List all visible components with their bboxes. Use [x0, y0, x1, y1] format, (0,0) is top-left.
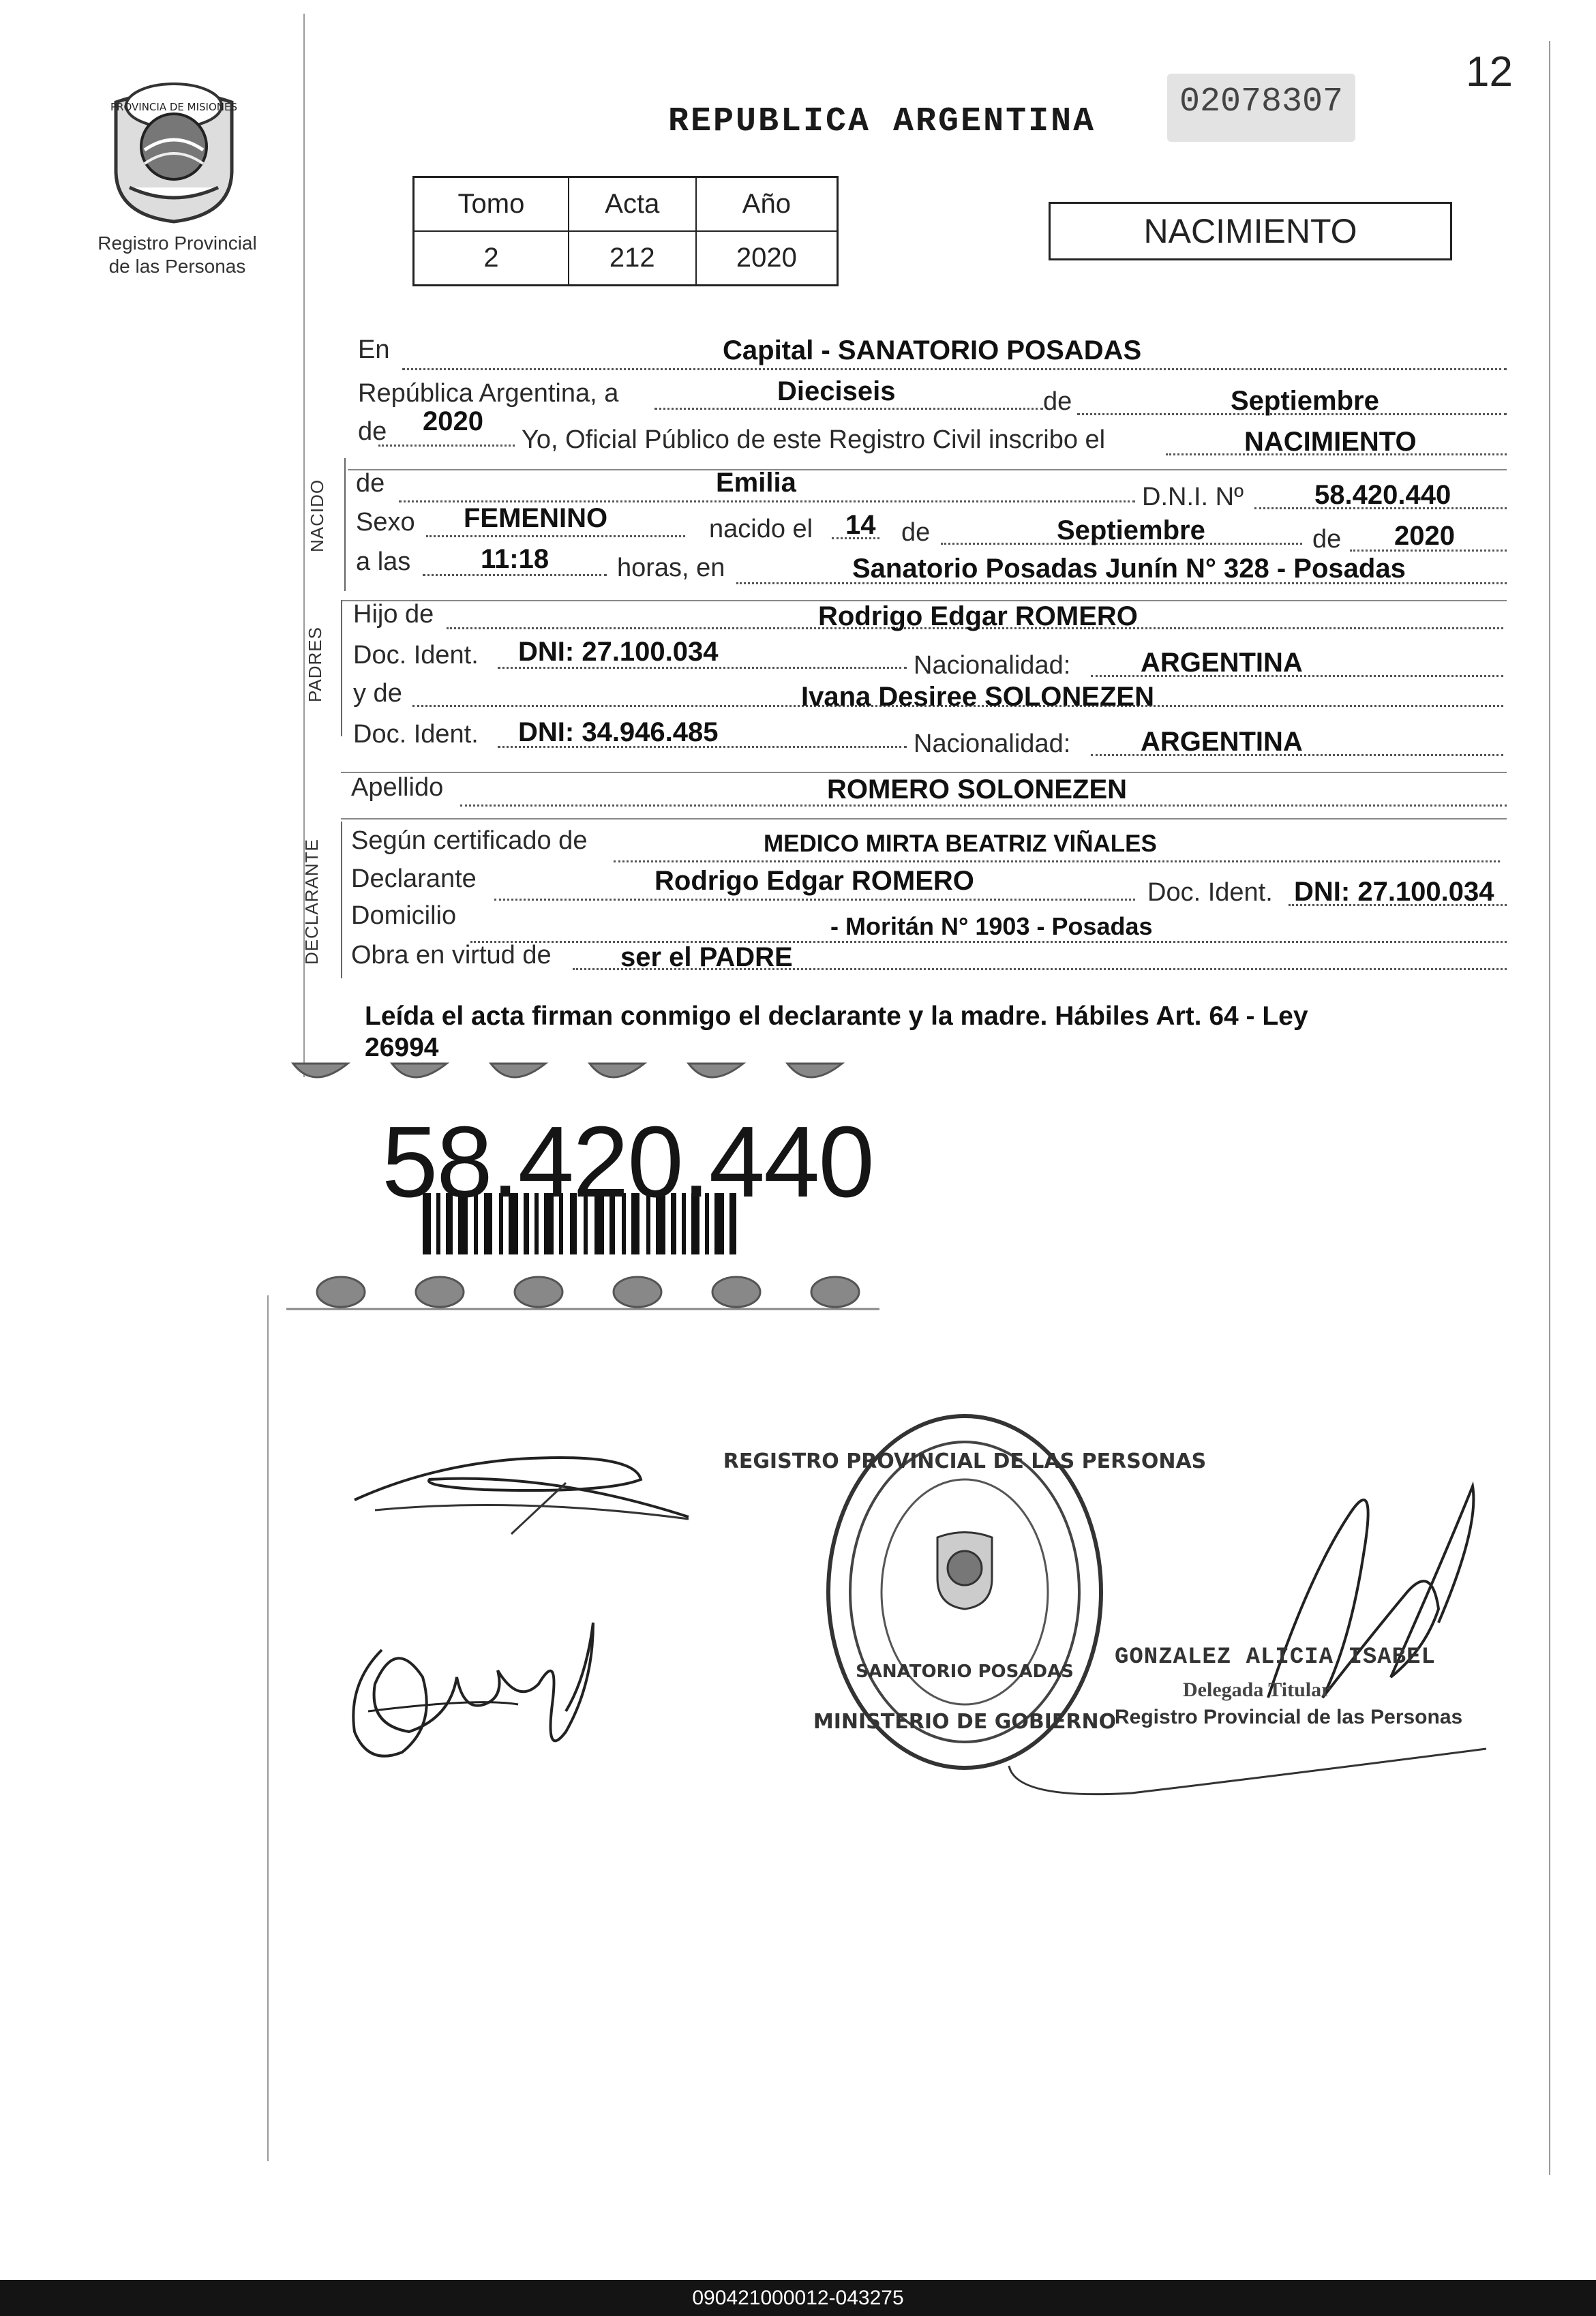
de-label-3: de [356, 469, 385, 498]
padre-nac-label: Nacionalidad: [914, 651, 1071, 680]
nombre-value: Emilia [716, 468, 796, 498]
dni-value: 58.420.440 [1314, 480, 1451, 510]
madre-nac-value: ARGENTINA [1141, 727, 1303, 757]
domicilio-value: - Moritán N° 1903 - Posadas [830, 912, 1153, 940]
sexo-label: Sexo [356, 508, 415, 537]
de-label-5: de [1312, 525, 1342, 554]
hijo-de-label: Hijo de [353, 600, 434, 629]
segun-label: Según certificado de [351, 826, 588, 855]
y-de-label: y de [353, 679, 402, 708]
registro-label [75, 232, 280, 278]
republica-label: República Argentina, a [358, 379, 619, 408]
nacido-el-label: nacido el [709, 515, 813, 543]
mes-nac-value: Septiembre [1057, 515, 1205, 545]
sexo-value: FEMENINO [464, 503, 608, 533]
official-office: Registro Provincial de las Personas [1115, 1706, 1463, 1728]
hora-value: 11:18 [481, 544, 549, 574]
padres-bar [341, 600, 342, 736]
province-logo [102, 68, 245, 225]
apellido-label: Apellido [351, 773, 444, 802]
dia-nac-value: 14 [845, 510, 876, 540]
en-label: En [358, 335, 390, 364]
domicilio-label: Domicilio [351, 901, 457, 930]
document-title: REPUBLICA ARGENTINA [668, 102, 1096, 141]
de-label-4: de [901, 518, 931, 547]
dni-label: D.N.I. Nº [1142, 483, 1244, 511]
padre-nac-value: ARGENTINA [1141, 648, 1303, 678]
madre-value: Ivana Desiree SOLONEZEN [801, 682, 1154, 712]
lugar-value: Capital - SANATORIO POSADAS [723, 335, 1142, 365]
footer-code: 090421000012-043275 [0, 2280, 1596, 2316]
registro-line2: de las Personas [108, 256, 246, 277]
act-type-box: NACIMIENTO [1049, 202, 1452, 260]
closing-note [365, 1001, 1483, 1064]
nacido-top-rule [348, 469, 1507, 470]
dotline-certificado [614, 860, 1500, 862]
closing-note-line2: 26994 [365, 1033, 439, 1062]
anio-nac-value: 2020 [1394, 521, 1455, 551]
tomo-acta-anio-table [412, 176, 839, 286]
declarante-top-rule [341, 818, 1507, 819]
madre-nac-label: Nacionalidad: [914, 730, 1071, 758]
seal-bottom-text: MINISTERIO DE GOBIERNO [813, 1710, 1117, 1734]
dotline-nombre [399, 500, 1135, 502]
declarante-label: Declarante [351, 864, 477, 893]
oficial-text: Yo, Oficial Público de este Registro Civil inscribo el [522, 425, 1106, 454]
anio-value: 2020 [696, 231, 838, 286]
tomo-value: 2 [414, 231, 569, 286]
anio-header: Año [696, 177, 838, 232]
padres-side-label: PADRES [305, 627, 325, 702]
dia-texto-value: Dieciseis [777, 376, 896, 406]
declarante-doc-value: DNI: 27.100.034 [1294, 877, 1494, 907]
serial-number: 02078307 [1167, 74, 1355, 142]
apellido-top-rule [341, 772, 1507, 773]
madre-doc-label: Doc. Ident. [353, 720, 479, 749]
acta-header: Acta [569, 177, 696, 232]
dni-sticker-number: 58.420.440 [382, 1106, 873, 1218]
certificado-value: MEDICO MIRTA BEATRIZ VIÑALES [764, 830, 1157, 857]
tomo-header: Tomo [414, 177, 569, 232]
dotline-declarante [494, 899, 1135, 901]
declarante-side-label: DECLARANTE [301, 839, 322, 965]
page-number: 12 [1466, 48, 1513, 95]
apellido-value: ROMERO SOLONEZEN [827, 774, 1128, 804]
anio-inscripcion-value: 2020 [423, 406, 483, 436]
horas-en-label: horas, en [617, 554, 725, 582]
declarante-bar [341, 822, 342, 978]
padre-value: Rodrigo Edgar ROMERO [818, 601, 1138, 631]
right-margin-line [1549, 41, 1550, 2175]
obra-label: Obra en virtud de [351, 941, 552, 969]
padre-doc-value: DNI: 27.100.034 [518, 637, 719, 667]
decl-doc-label: Doc. Ident. [1147, 878, 1273, 907]
official-role: Delegada Titular [1183, 1679, 1331, 1701]
signature-madre [341, 1595, 614, 1776]
logo-top-text: PROVINCIA DE MISIONES [110, 101, 237, 113]
declarante-value: Rodrigo Edgar ROMERO [654, 866, 974, 896]
dotline-sexo [426, 535, 685, 537]
nacido-bar [344, 458, 346, 591]
left-margin-line-lower [267, 1295, 269, 2161]
seal-inner-text: SANATORIO POSADAS [856, 1661, 1074, 1682]
dotline-anio [378, 445, 515, 447]
acto-value: NACIMIENTO [1244, 427, 1417, 457]
acta-value: 212 [569, 231, 696, 286]
padre-doc-label: Doc. Ident. [353, 641, 479, 670]
obra-value: ser el PADRE [620, 942, 793, 972]
nacido-side-label: NACIDO [307, 479, 327, 552]
dotline-en [402, 368, 1507, 370]
de-label-1: de [1043, 387, 1072, 416]
seal-top-text: REGISTRO PROVINCIAL DE LAS PERSONAS [723, 1449, 1207, 1473]
mes-inscripcion-value: Septiembre [1231, 386, 1379, 416]
lugar-nac-value: Sanatorio Posadas Junín N° 328 - Posadas [852, 554, 1406, 584]
signature-declarante [348, 1439, 702, 1558]
de-label-2: de [358, 417, 387, 446]
madre-doc-value: DNI: 34.946.485 [518, 717, 719, 747]
registro-line1: Registro Provincial [97, 232, 257, 254]
closing-note-line1: Leída el acta firman conmigo el declarante y la madre. Hábiles Art. 64 - Ley [365, 1002, 1308, 1031]
a-las-label: a las [356, 547, 411, 576]
dotline-dia [654, 408, 1043, 410]
official-name: GONZALEZ ALICIA ISABEL [1115, 1644, 1436, 1670]
